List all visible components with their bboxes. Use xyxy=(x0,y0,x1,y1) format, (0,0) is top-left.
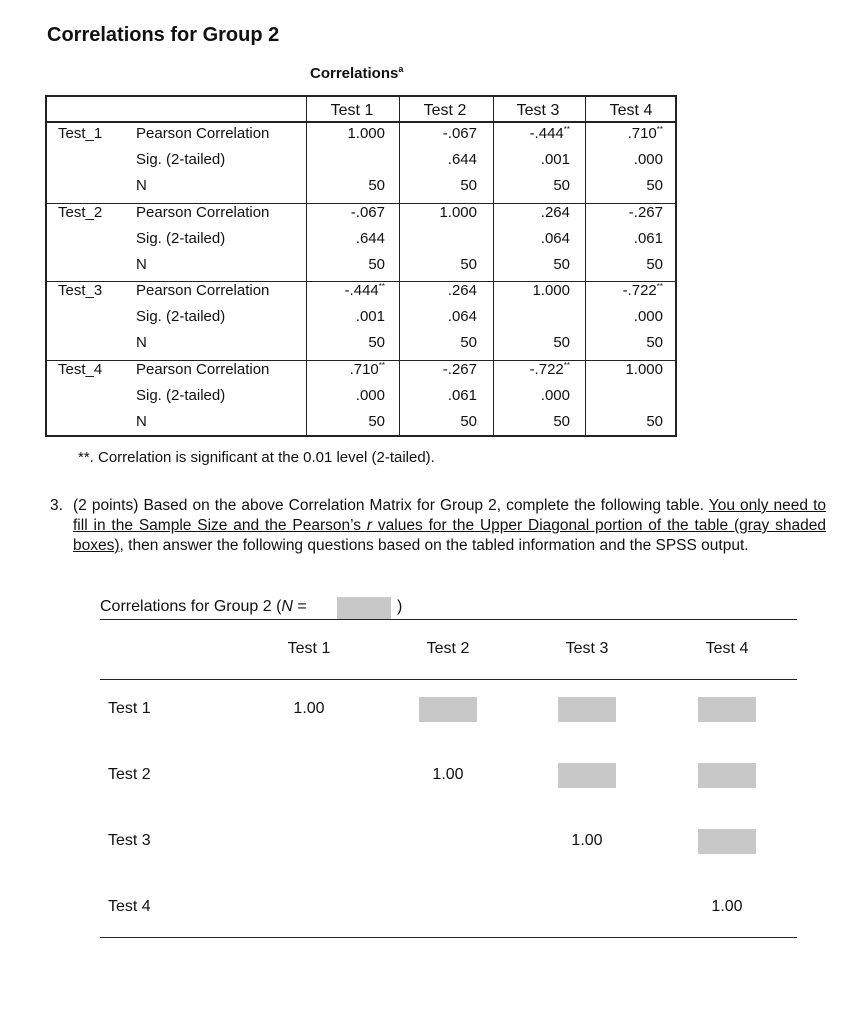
fill-table-title: Correlations for Group 2 (N = xyxy=(100,598,307,615)
column-divider xyxy=(493,97,494,435)
pearson-r-value: 1.000 xyxy=(625,361,663,378)
pearson-r-value: -.267 xyxy=(628,204,663,221)
column-header: Test 2 xyxy=(423,102,467,119)
column-header: Test 1 xyxy=(330,102,374,119)
diagonal-value: 1.00 xyxy=(293,700,325,717)
row-label: Test_4 xyxy=(58,361,103,378)
n-value: 50 xyxy=(646,413,663,430)
stat-label: Sig. (2-tailed) xyxy=(136,308,226,325)
upper-diagonal-input-box[interactable] xyxy=(558,697,616,722)
fill-column-header: Test 3 xyxy=(565,640,609,657)
column-header: Test 4 xyxy=(609,102,653,119)
fill-column-header: Test 4 xyxy=(705,640,749,657)
fill-row-label: Test 1 xyxy=(108,700,151,717)
spss-caption-text: Correlations xyxy=(310,65,399,82)
sig-value: .000 xyxy=(540,387,570,404)
stat-label: Sig. (2-tailed) xyxy=(136,387,226,404)
sig-value: .000 xyxy=(355,387,385,404)
pearson-r-value: -.722** xyxy=(529,361,570,378)
stat-label: N xyxy=(136,413,147,430)
n-value: 50 xyxy=(646,177,663,194)
stat-label: Pearson Correlation xyxy=(136,361,270,378)
diagonal-value: 1.00 xyxy=(571,832,603,849)
question-number: 3. xyxy=(50,497,63,514)
pearson-r-value: -.444** xyxy=(529,125,570,142)
pearson-r-value: .710** xyxy=(627,125,663,142)
pearson-r-value: 1.000 xyxy=(532,282,570,299)
question-instruction: You only need to fill in the Sample Size and the Pearson’s r values for the Upper Diagonal portion of the table (gray shaded boxes) xyxy=(73,497,826,554)
stat-label: N xyxy=(136,334,147,351)
pearson-r-value: .710** xyxy=(349,361,385,378)
n-value: 50 xyxy=(368,256,385,273)
pearson-r-value: 1.000 xyxy=(347,125,385,142)
column-divider xyxy=(585,97,586,435)
spss-correlation-table xyxy=(45,95,677,437)
n-value: 50 xyxy=(553,177,570,194)
n-value: 50 xyxy=(553,334,570,351)
stat-label: Pearson Correlation xyxy=(136,282,270,299)
stat-label: Pearson Correlation xyxy=(136,125,270,142)
pearson-r-value: .264 xyxy=(540,204,570,221)
n-value: 50 xyxy=(646,334,663,351)
fill-row-label: Test 3 xyxy=(108,832,151,849)
sig-value: .644 xyxy=(355,230,385,247)
stat-label: Sig. (2-tailed) xyxy=(136,151,226,168)
fill-row-label: Test 4 xyxy=(108,898,151,915)
pearson-r-value: .264 xyxy=(447,282,477,299)
n-value: 50 xyxy=(553,413,570,430)
column-header: Test 3 xyxy=(516,102,560,119)
stat-label: N xyxy=(136,256,147,273)
n-value: 50 xyxy=(460,177,477,194)
sample-size-input-box[interactable] xyxy=(337,597,391,619)
sig-value: .001 xyxy=(540,151,570,168)
sig-value: .061 xyxy=(447,387,477,404)
fill-table-header-rule xyxy=(100,679,797,680)
pearson-r-value: -.067 xyxy=(442,125,477,142)
n-value: 50 xyxy=(460,413,477,430)
pearson-r-value: -.267 xyxy=(442,361,477,378)
page-heading: Correlations for Group 2 xyxy=(47,24,280,46)
header-rule xyxy=(47,121,675,123)
row-label: Test_3 xyxy=(58,282,103,299)
column-divider xyxy=(306,97,307,435)
row-label: Test_2 xyxy=(58,204,103,221)
n-value: 50 xyxy=(368,413,385,430)
upper-diagonal-input-box[interactable] xyxy=(558,763,616,788)
upper-diagonal-input-box[interactable] xyxy=(419,697,477,722)
fill-table-title-close: ) xyxy=(397,598,403,615)
n-value: 50 xyxy=(646,256,663,273)
n-value: 50 xyxy=(460,334,477,351)
upper-diagonal-input-box[interactable] xyxy=(698,763,756,788)
sig-value: .644 xyxy=(447,151,477,168)
fill-table-top-rule xyxy=(100,619,797,620)
pearson-r-value: -.722** xyxy=(622,282,663,299)
n-value: 50 xyxy=(368,177,385,194)
stat-label: N xyxy=(136,177,147,194)
n-value: 50 xyxy=(368,334,385,351)
significance-footnote: **. Correlation is significant at the 0.01 level (2-tailed). xyxy=(78,449,435,466)
question-text xyxy=(73,496,826,556)
diagonal-value: 1.00 xyxy=(432,766,464,783)
question-intro: (2 points) Based on the above Correlation Matrix for Group 2, complete the following table. xyxy=(73,497,704,514)
sig-value: .064 xyxy=(540,230,570,247)
spss-caption xyxy=(310,64,403,82)
fill-table-bottom-rule xyxy=(100,937,797,938)
sig-value: .061 xyxy=(633,230,663,247)
diagonal-value: 1.00 xyxy=(711,898,743,915)
column-divider xyxy=(399,97,400,435)
sig-value: .064 xyxy=(447,308,477,325)
n-value: 50 xyxy=(460,256,477,273)
sig-value: .000 xyxy=(633,308,663,325)
upper-diagonal-input-box[interactable] xyxy=(698,697,756,722)
fill-column-header: Test 1 xyxy=(287,640,331,657)
n-value: 50 xyxy=(553,256,570,273)
stat-label: Sig. (2-tailed) xyxy=(136,230,226,247)
row-label: Test_1 xyxy=(58,125,103,142)
sig-value: .000 xyxy=(633,151,663,168)
pearson-r-value: -.067 xyxy=(350,204,385,221)
upper-diagonal-input-box[interactable] xyxy=(698,829,756,854)
fill-column-header: Test 2 xyxy=(426,640,470,657)
pearson-r-value: 1.000 xyxy=(439,204,477,221)
stat-label: Pearson Correlation xyxy=(136,204,270,221)
question-ending: , then answer the following questions based on the tabled information and the SPSS output. xyxy=(119,537,749,554)
fill-row-label: Test 2 xyxy=(108,766,151,783)
sig-value: .001 xyxy=(355,308,385,325)
pearson-r-value: -.444** xyxy=(344,282,385,299)
spss-caption-sup: a xyxy=(398,64,404,74)
